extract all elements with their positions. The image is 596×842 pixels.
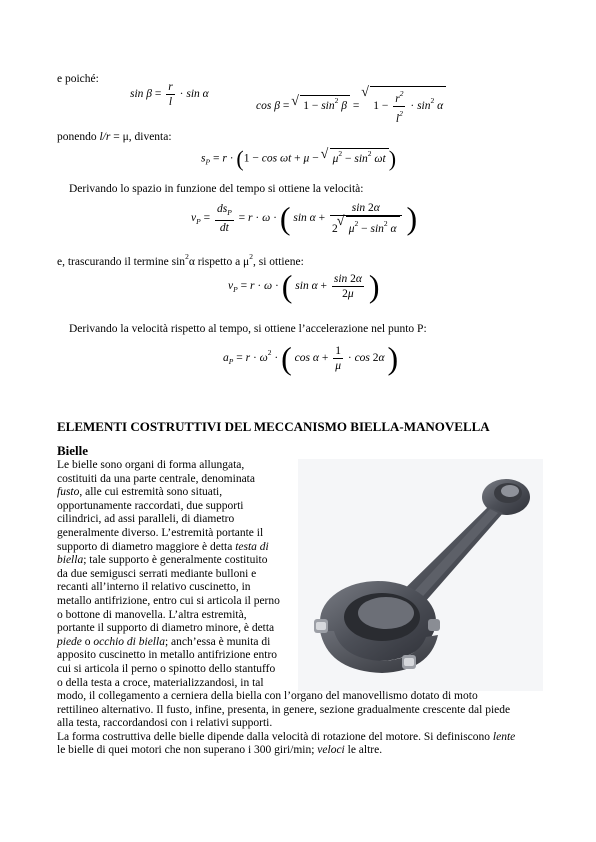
col-line: o della testa a croce, materializzandosi, in tal: [57, 676, 264, 689]
subsection-heading: Bielle: [57, 443, 89, 458]
text-ponendo: ponendo l/r = μ, diventa:: [57, 131, 172, 143]
col-line: biella; tale supporto è generalmente costituito: [57, 554, 268, 567]
col-line: da due semigusci serrati mediante bulloni e: [57, 567, 257, 580]
body-column-text: [57, 459, 293, 690]
full-line: rettilineo alternativo. Il fusto, infine, presenta, in genere, sezione gradualmente crescente dal piede: [57, 703, 511, 716]
col-line: generalmente diverso. L’estremità portante il: [57, 526, 264, 539]
equation-vp-full: $v_P$ = $\frac{ds_P}{dt}$ = r · ω · ( sin α + $\frac{\sin 2\alpha}{2√ \mu^2 - \sin^2 \alpha}$ ): [191, 200, 417, 237]
text-derivando-spazio: Derivando lo spazio in funzione del tempo si ottiene la velocità:: [69, 183, 364, 195]
full-line: La forma costruttiva delle bielle dipende dalla velocità di rotazione del motore. Si definiscono lente: [57, 730, 516, 743]
equation-ap: $a_P = r \cdot \omega^2$ · ( cos α + $\frac{1}{\mu}$ · cos 2α ): [223, 340, 399, 376]
col-line: Le bielle sono organi di forma allungata,: [57, 459, 245, 471]
text-trascurando: e, trascurando il termine $\sin^2\alpha$ rispetto a $\mu^2$, si ottiene:: [57, 252, 304, 268]
col-line: costituiti da una parte centrale, denominata: [57, 472, 255, 485]
col-line: fusto, alle cui estremità sono situati,: [57, 486, 223, 499]
connecting-rod-image: [298, 459, 543, 691]
col-line: apposito cuscinetto in metallo antifrizione entro: [57, 649, 278, 662]
col-line: cui si articola il perno o spinotto dello stantuffo: [57, 662, 276, 675]
section-heading: ELEMENTI COSTRUTTIVI DEL MECCANISMO BIELLA-MANOVELLA: [57, 419, 490, 434]
full-line: le bielle di quei motori che non superano i 300 giri/min; veloci le altre.: [57, 744, 383, 757]
full-line: modo, il collegamento a cerniera della biella con l’organo del manovellismo dotato di moto: [57, 690, 478, 702]
col-line: recanti all’interno il relativo cuscinetto, in: [57, 581, 251, 594]
intro-text: e poiché:: [57, 73, 99, 85]
col-line: cilindrici, ad assi paralleli, di diametro: [57, 513, 235, 526]
equation-sin-beta: sin β = $\frac{r}{l}$ · sin α: [130, 81, 209, 108]
equation-cos-beta: cos β = √ $1 - \sin^2 \beta$ = √ 1 − $\frac{r^2}{l^2}$ · $\sin^2 \alpha$: [256, 86, 446, 126]
col-line: metallo antifrizione, entro cui si articola il perno: [57, 594, 280, 607]
connecting-rod-icon: [298, 459, 543, 691]
col-line: portante il supporto di diametro minore, è detta: [57, 622, 275, 635]
equation-vp-approx: $v_P = r \cdot \omega$ · ( sin α + $\frac{\sin 2\alpha}{2\mu}$ ): [228, 268, 380, 304]
col-line: supporto di diametro maggiore è detta testa di: [57, 540, 269, 553]
col-line: opportunamente raccordati, due supporti: [57, 499, 244, 512]
col-line: piede o occhio di biella; anch’essa è munita di: [57, 635, 271, 648]
full-line: alla testa, raccordandosi con i relativi supporti.: [57, 717, 273, 730]
equation-sp: $s_P = r \cdot (1 - \cos \omega t + \mu$ − √ $\mu^2 - \sin^2 \omega t$ ): [201, 146, 396, 172]
col-line: o bottone di manovella. L’altra estremità,: [57, 608, 247, 621]
text-derivando-velocita: Derivando la velocità rispetto al tempo, si ottiene l’accelerazione nel punto P:: [69, 323, 427, 335]
body-full-text: [57, 690, 543, 758]
